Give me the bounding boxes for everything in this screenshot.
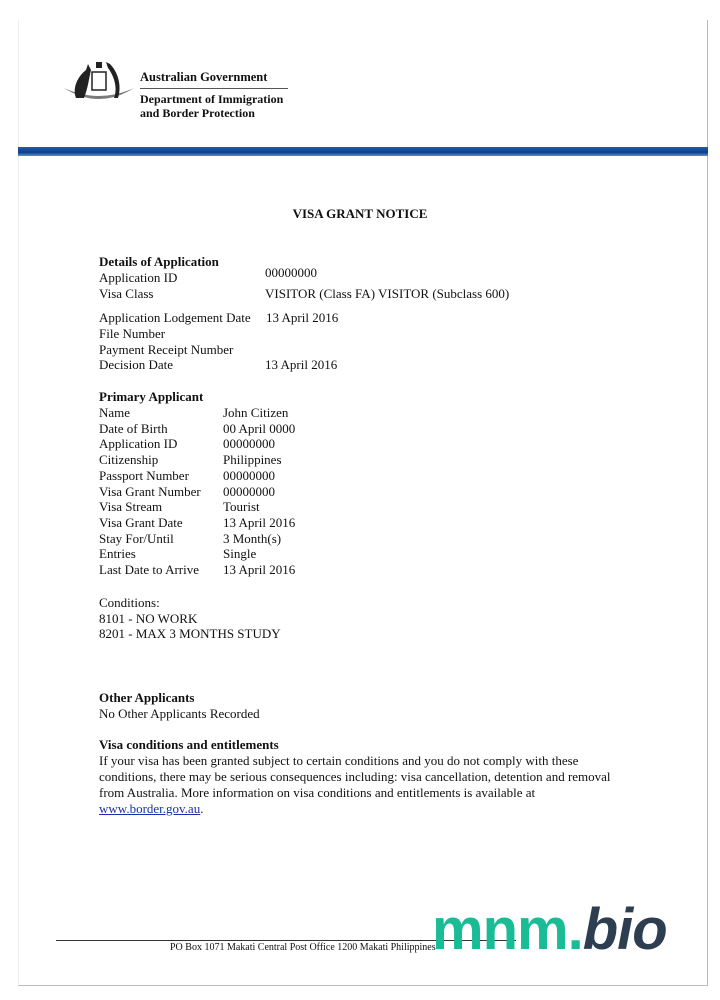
- org-name: Australian Government: [140, 70, 268, 84]
- other-applicants-heading: Other Applicants: [99, 690, 195, 705]
- value: 00000000: [223, 483, 275, 499]
- condition-item: 8101 - NO WORK: [99, 611, 198, 626]
- label: Application ID: [99, 270, 178, 285]
- footer-address: PO Box 1071 Makati Central Post Office 1200 Makati Philippines: [170, 942, 436, 953]
- label: Decision Date: [99, 357, 174, 372]
- label: Payment Receipt Number: [99, 342, 234, 357]
- label: Date of Birth: [99, 420, 168, 436]
- divider: [140, 88, 288, 89]
- label: Visa Grant Number: [99, 483, 201, 499]
- label: Visa Stream: [99, 499, 163, 515]
- primary-heading: Primary Applicant: [99, 389, 204, 404]
- watermark-part1: mnm.: [432, 897, 583, 962]
- dept-line-2: and Border Protection: [140, 106, 255, 120]
- value: Single: [223, 546, 257, 562]
- border-link[interactable]: www.border.gov.au: [99, 801, 201, 816]
- value: 00000000: [265, 265, 317, 280]
- department-name: [140, 92, 283, 120]
- label: Visa Class: [99, 286, 154, 301]
- label: Passport Number: [99, 467, 189, 483]
- dept-line-1: Department of Immigration: [140, 92, 284, 106]
- entitlements-body: If your visa has been granted subject to certain conditions and you do not comply with these conditions, there may be serious consequences including: visa cancellation, detention and removal from Australia. More information on visa conditions and entitlements is available at: [99, 753, 611, 800]
- value: 00 April 0000: [223, 420, 296, 436]
- value: 00000000: [223, 467, 275, 483]
- label: Visa Grant Date: [99, 514, 183, 530]
- entitlements-heading: Visa conditions and entitlements: [99, 737, 279, 752]
- label: Stay For/Until: [99, 530, 174, 546]
- value: 00000000: [223, 436, 275, 452]
- condition-item: 8201 - MAX 3 MONTHS STUDY: [99, 626, 281, 641]
- label: Entries: [99, 546, 136, 562]
- watermark-part2: bio: [582, 897, 667, 962]
- watermark: [432, 898, 667, 962]
- value: 13 April 2016: [223, 514, 296, 530]
- label: Name: [99, 405, 131, 420]
- conditions-heading: Conditions:: [99, 595, 160, 610]
- other-applicants-text: No Other Applicants Recorded: [99, 706, 260, 721]
- header-bar: [18, 147, 708, 156]
- details-heading: Details of Application: [99, 254, 219, 269]
- value: Tourist: [223, 499, 260, 515]
- page-title: VISA GRANT NOTICE: [292, 206, 428, 221]
- value: Philippines: [223, 452, 282, 468]
- coat-of-arms-icon: [62, 58, 136, 110]
- label: Application Lodgement Date: [99, 310, 251, 325]
- label: Application ID: [99, 436, 178, 452]
- value: 3 Month(s): [223, 530, 282, 546]
- label: Citizenship: [99, 452, 159, 468]
- period: .: [200, 801, 204, 816]
- value: 13 April 2016: [266, 310, 339, 325]
- value: John Citizen: [223, 405, 289, 420]
- label: Last Date to Arrive: [99, 562, 199, 577]
- entitlements-text: [99, 753, 619, 817]
- value: VISITOR (Class FA) VISITOR (Subclass 600): [265, 286, 510, 301]
- label: File Number: [99, 326, 166, 341]
- value: 13 April 2016: [265, 357, 338, 372]
- value: 13 April 2016: [223, 562, 296, 577]
